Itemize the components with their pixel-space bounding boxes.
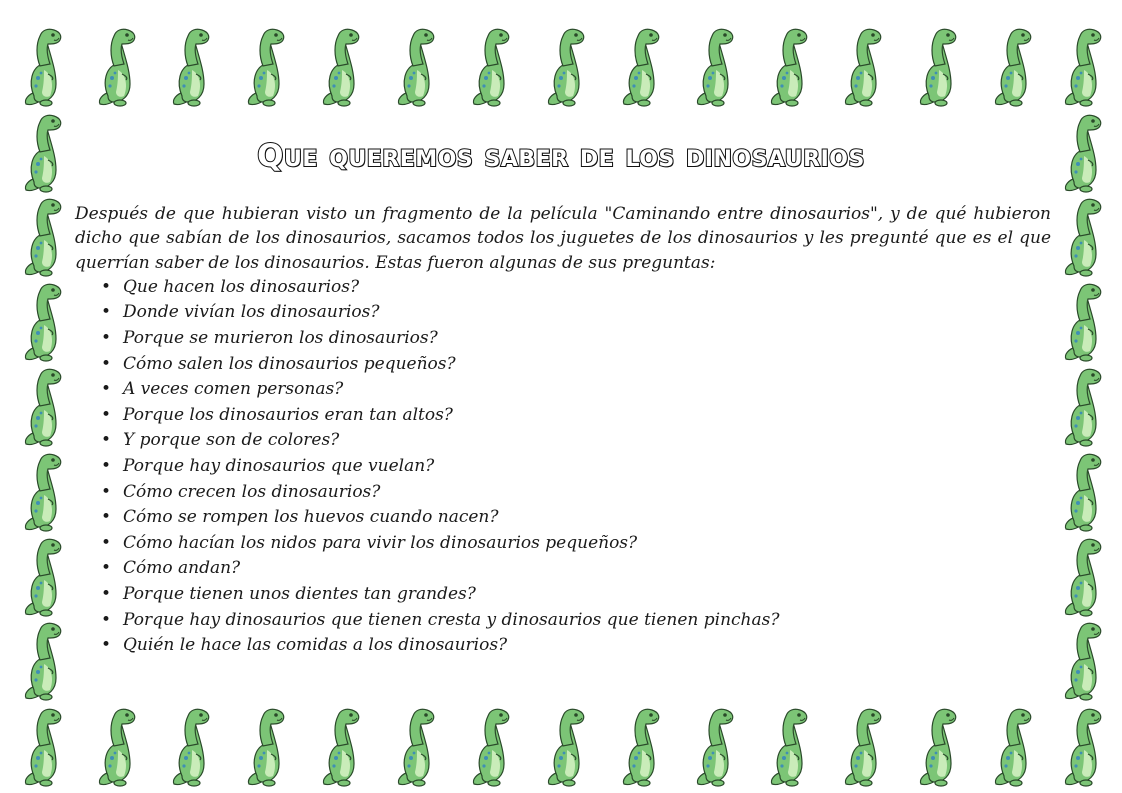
dinosaur-icon [395,706,439,788]
dinosaur-icon [620,26,664,108]
dinosaur-icon [992,26,1036,108]
intro-paragraph: Después de que hubieran visto un fragmento de la película "Caminando entre dinosaurios", y de qué hubieron dicho que sabían de los dinosaurios, sacamos todos los juguetes de los dinosaurios y les pregunté que es el que querrían saber de los dinosaurios. Estas fueron algunas de sus preguntas: [75,204,1051,273]
dinosaur-icon [1062,451,1106,533]
list-item: • Y porque son de colores? [101,428,1051,454]
dinosaur-icon [842,26,886,108]
dinosaur-icon [1062,620,1106,702]
dinosaur-icon [917,706,961,788]
list-item: • Cómo hacían los nidos para vivir los dinosaurios pequeños? [101,531,1051,557]
document-body [75,202,1051,659]
dinosaur-icon [22,706,66,788]
list-item: • Quién le hace las comidas a los dinosaurios? [101,633,1051,659]
dinosaur-icon [1062,281,1106,363]
list-item: • Donde vivían los dinosaurios? [101,300,1051,326]
dinosaur-icon [22,281,66,363]
list-item: • Porque hay dinosaurios que tienen cresta y dinosaurios que tienen pinchas? [101,608,1051,634]
list-item: • Porque hay dinosaurios que vuelan? [101,454,1051,480]
dinosaur-icon [22,536,66,618]
dinosaur-icon [395,26,439,108]
dinosaur-icon [96,26,140,108]
list-item: • Cómo salen los dinosaurios pequeños? [101,352,1051,378]
dinosaur-icon [96,706,140,788]
questions-list [75,275,1051,659]
list-item: • A veces comen personas? [101,377,1051,403]
list-item: • Porque los dinosaurios eran tan altos? [101,403,1051,429]
dinosaur-icon [470,26,514,108]
dinosaur-icon [1062,706,1106,788]
list-item: • Que hacen los dinosaurios? [101,275,1051,301]
dinosaur-icon [1062,196,1106,278]
list-item: • Porque tienen unos dientes tan grandes? [101,582,1051,608]
dinosaur-icon [22,196,66,278]
list-item: • Porque se murieron los dinosaurios? [101,326,1051,352]
dinosaur-icon [245,706,289,788]
dinosaur-icon [22,366,66,448]
list-item: • Cómo andan? [101,556,1051,582]
dinosaur-icon [1062,366,1106,448]
page-title: Que queremos saber de los dinosaurios [257,138,865,174]
list-item: • Cómo crecen los dinosaurios? [101,480,1051,506]
dinosaur-icon [694,26,738,108]
list-item: • Cómo se rompen los huevos cuando nacen? [101,505,1051,531]
dinosaur-icon [620,706,664,788]
dinosaur-icon [22,620,66,702]
dinosaur-icon [842,706,886,788]
dinosaur-icon [320,26,364,108]
dinosaur-icon [170,26,214,108]
dinosaur-icon [545,26,589,108]
dinosaur-icon [917,26,961,108]
dinosaur-icon [768,706,812,788]
dinosaur-icon [992,706,1036,788]
dinosaur-icon [22,26,66,108]
dinosaur-icon [320,706,364,788]
dinosaur-icon [768,26,812,108]
dinosaur-icon [245,26,289,108]
dinosaur-icon [470,706,514,788]
dinosaur-icon [545,706,589,788]
dinosaur-icon [1062,26,1106,108]
dinosaur-icon [22,451,66,533]
dinosaur-icon [170,706,214,788]
dinosaur-icon [694,706,738,788]
dinosaur-icon [1062,536,1106,618]
